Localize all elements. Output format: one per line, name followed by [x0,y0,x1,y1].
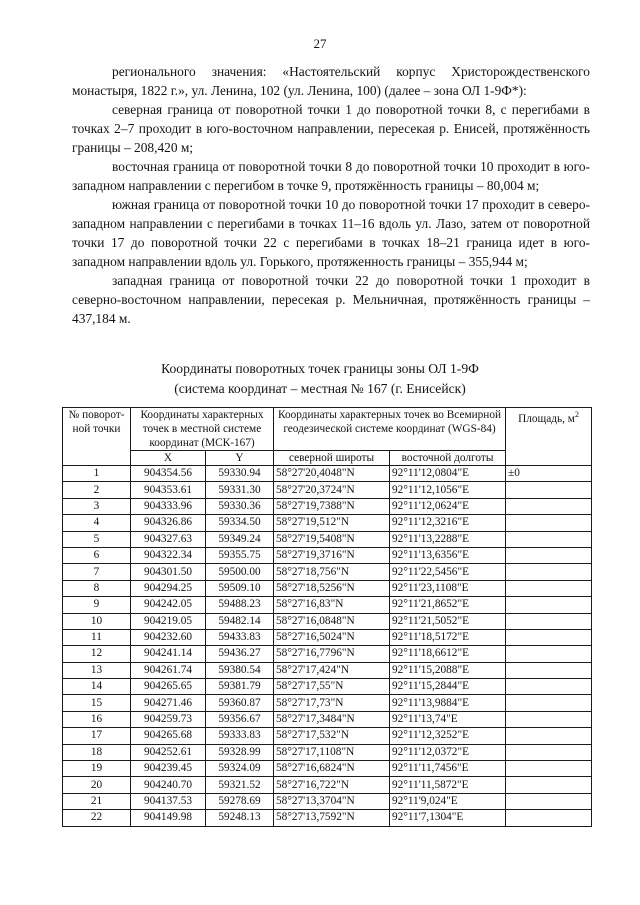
cell-y: 59333.83 [206,728,274,744]
cell-area [506,662,592,678]
cell-lat: 58°27'17,1108"N [274,744,390,760]
cell-x: 904353.61 [131,482,206,498]
cell-point-number: 6 [63,547,131,563]
cell-point-number: 3 [63,498,131,514]
cell-point-number: 19 [63,761,131,777]
coordinates-table [62,407,592,827]
cell-x: 904301.50 [131,564,206,580]
table-row [63,597,592,613]
cell-lon: 92°11'12,0804"E [390,466,506,482]
cell-lat: 58°27'16,6824"N [274,761,390,777]
cell-x: 904271.46 [131,695,206,711]
cell-point-number: 16 [63,711,131,727]
cell-lon: 92°11'15,2844"E [390,679,506,695]
cell-point-number: 22 [63,810,131,826]
cell-point-number: 8 [63,580,131,596]
table-row [63,466,592,482]
cell-x: 904261.74 [131,662,206,678]
cell-point-number: 1 [63,466,131,482]
table-row [63,515,592,531]
cell-x: 904241.14 [131,646,206,662]
cell-lat: 58°27'16,5024"N [274,629,390,645]
cell-y: 59436.27 [206,646,274,662]
cell-point-number: 9 [63,597,131,613]
cell-y: 59509.10 [206,580,274,596]
cell-x: 904265.65 [131,679,206,695]
header-area-label: Площадь, м [518,412,575,425]
table-row [63,777,592,793]
cell-point-number: 12 [63,646,131,662]
cell-lat: 58°27'13,3704"N [274,793,390,809]
cell-y: 59324.09 [206,761,274,777]
table-title-line1: Координаты поворотных точек границы зоны ОЛ 1-9Ф [161,361,479,376]
cell-lat: 58°27'17,55"N [274,679,390,695]
header-point-number: № поворот-ной точки [63,408,131,466]
cell-area [506,679,592,695]
cell-lon: 92°11'13,2288"E [390,531,506,547]
cell-point-number: 21 [63,793,131,809]
cell-y: 59328.99 [206,744,274,760]
cell-lat: 58°27'19,5408"N [274,531,390,547]
paragraph: регионального значения: «Настоятельский корпус Христорождественского монастыря, 1822 г.», ул. Ленина, 102 (ул. Ленина, 100) (далее – зона ОЛ 1-9Ф*): [72,64,590,98]
table-row [63,695,592,711]
cell-lon: 92°11'13,74"E [390,711,506,727]
cell-y: 59248.13 [206,810,274,826]
cell-y: 59355.75 [206,547,274,563]
cell-lat: 58°27'16,0848"N [274,613,390,629]
table-row [63,564,592,580]
cell-area [506,613,592,629]
cell-lat: 58°27'20,3724"N [274,482,390,498]
cell-area [506,810,592,826]
table-row [63,580,592,596]
cell-y: 59349.24 [206,531,274,547]
cell-lat: 58°27'17,73"N [274,695,390,711]
cell-y: 59433.83 [206,629,274,645]
cell-point-number: 18 [63,744,131,760]
cell-point-number: 11 [63,629,131,645]
table-row [63,761,592,777]
cell-x: 904333.96 [131,498,206,514]
cell-y: 59330.94 [206,466,274,482]
cell-y: 59381.79 [206,679,274,695]
cell-lat: 58°27'17,3484"N [274,711,390,727]
cell-lon: 92°11'12,1056"E [390,482,506,498]
cell-y: 59482.14 [206,613,274,629]
cell-x: 904149.98 [131,810,206,826]
cell-x: 904259.73 [131,711,206,727]
table-row [63,711,592,727]
cell-area: ±0 [506,466,592,482]
cell-lon: 92°11'13,9884"E [390,695,506,711]
cell-area [506,793,592,809]
paragraph: западная граница от поворотной точки 22 до поворотной точки 1 проходит в северно-восточном направлении, пересекая р. Мельничная, протяжённость границы – 437,184 м. [72,273,590,326]
cell-x: 904240.70 [131,777,206,793]
cell-point-number: 10 [63,613,131,629]
cell-area [506,761,592,777]
table-row [63,629,592,645]
cell-area [506,547,592,563]
table-row [63,613,592,629]
cell-lat: 58°27'19,7388"N [274,498,390,514]
cell-x: 904322.34 [131,547,206,563]
header-area [506,408,592,466]
paragraph: восточная граница от поворотной точки 8 до поворотной точки 10 проходит в юго-западном направлении с перегибом в точке 9, протяжённость границы – 80,004 м; [72,159,590,193]
cell-x: 904232.60 [131,629,206,645]
cell-lon: 92°11'21,8652"E [390,597,506,613]
table-row [63,662,592,678]
cell-lon: 92°11'11,7456"E [390,761,506,777]
cell-lon: 92°11'12,0624"E [390,498,506,514]
cell-lat: 58°27'17,532"N [274,728,390,744]
cell-x: 904294.25 [131,580,206,596]
cell-lat: 58°27'18,5256"N [274,580,390,596]
cell-lon: 92°11'13,6356"E [390,547,506,563]
cell-x: 904354.56 [131,466,206,482]
cell-y: 59356.67 [206,711,274,727]
cell-point-number: 20 [63,777,131,793]
cell-lat: 58°27'16,722"N [274,777,390,793]
cell-x: 904219.05 [131,613,206,629]
cell-area [506,695,592,711]
body-text [72,62,590,328]
page-number: 27 [313,36,327,51]
paragraph: южная граница от поворотной точки 10 до поворотной точки 17 проходит в северо-западном направлении с перегибами в точках 11–16 вдоль ул. Лазо, затем от поворотной точки 17 до поворотной точки 22 с перегибами в точках 18–21 граница идет в юго-западном направлении вдоль ул. Горького, протяженность границы – 355,944 м; [72,197,590,269]
cell-area [506,777,592,793]
cell-area [506,597,592,613]
header-lat: северной широты [274,451,390,466]
cell-area [506,482,592,498]
cell-point-number: 15 [63,695,131,711]
cell-y: 59321.52 [206,777,274,793]
table-row [63,482,592,498]
cell-lat: 58°27'19,512"N [274,515,390,531]
cell-x: 904265.68 [131,728,206,744]
cell-lat: 58°27'18,756"N [274,564,390,580]
table-row [63,646,592,662]
cell-x: 904326.86 [131,515,206,531]
header-y: Y [206,451,274,466]
table-row [63,744,592,760]
cell-lon: 92°11'23,1108"E [390,580,506,596]
cell-lon: 92°11'18,5172"E [390,629,506,645]
table-row [63,531,592,547]
cell-lon: 92°11'18,6612"E [390,646,506,662]
cell-lat: 58°27'20,4048"N [274,466,390,482]
table-row [63,810,592,826]
cell-lat: 58°27'17,424"N [274,662,390,678]
table-body [63,466,592,827]
cell-y: 59360.87 [206,695,274,711]
cell-area [506,498,592,514]
cell-point-number: 5 [63,531,131,547]
cell-lat: 58°27'16,83"N [274,597,390,613]
cell-area [506,531,592,547]
cell-x: 904252.61 [131,744,206,760]
cell-lat: 58°27'19,3716"N [274,547,390,563]
cell-area [506,515,592,531]
cell-area [506,711,592,727]
cell-x: 904242.05 [131,597,206,613]
cell-point-number: 17 [63,728,131,744]
cell-point-number: 2 [63,482,131,498]
cell-lon: 92°11'11,5872"E [390,777,506,793]
cell-x: 904327.63 [131,531,206,547]
cell-y: 59488.23 [206,597,274,613]
cell-lon: 92°11'12,3252"E [390,728,506,744]
cell-lon: 92°11'15,2088"E [390,662,506,678]
cell-area [506,564,592,580]
table-row [63,728,592,744]
cell-area [506,629,592,645]
cell-lon: 92°11'22,5456"E [390,564,506,580]
cell-area [506,646,592,662]
cell-area [506,728,592,744]
cell-lat: 58°27'13,7592"N [274,810,390,826]
table-title-line2: (система координат – местная № 167 (г. Енисейск) [174,381,466,396]
cell-area [506,580,592,596]
cell-y: 59278.69 [206,793,274,809]
table-row [63,547,592,563]
table-title [0,359,640,399]
table-row [63,793,592,809]
header-x: X [131,451,206,466]
cell-lon: 92°11'7,1304"E [390,810,506,826]
cell-y: 59334.50 [206,515,274,531]
cell-y: 59500.00 [206,564,274,580]
cell-lat: 58°27'16,7796"N [274,646,390,662]
cell-point-number: 13 [63,662,131,678]
table-row [63,498,592,514]
header-msk: Координаты характерных точек в местной системе координат (МСК-167) [131,408,274,451]
cell-lon: 92°11'9,024"E [390,793,506,809]
cell-y: 59331.30 [206,482,274,498]
cell-point-number: 7 [63,564,131,580]
cell-x: 904137.53 [131,793,206,809]
cell-point-number: 4 [63,515,131,531]
cell-area [506,744,592,760]
cell-lon: 92°11'12,0372"E [390,744,506,760]
table-row [63,679,592,695]
cell-x: 904239.45 [131,761,206,777]
cell-lon: 92°11'12,3216"E [390,515,506,531]
cell-y: 59380.54 [206,662,274,678]
cell-point-number: 14 [63,679,131,695]
cell-lon: 92°11'21,5052"E [390,613,506,629]
cell-y: 59330.36 [206,498,274,514]
header-area-sup: 2 [574,410,579,419]
header-wgs: Координаты характерных точек во Всемирной геодезической системе координат (WGS-84) [274,408,506,451]
paragraph: северная граница от поворотной точки 1 до поворотной точки 8, с перегибами в точках 2–7 проходит в юго-восточном направлении, пересекая р. Енисей, протяжённость границы – 208,420 м; [72,102,590,155]
header-lon: восточной долготы [390,451,506,466]
